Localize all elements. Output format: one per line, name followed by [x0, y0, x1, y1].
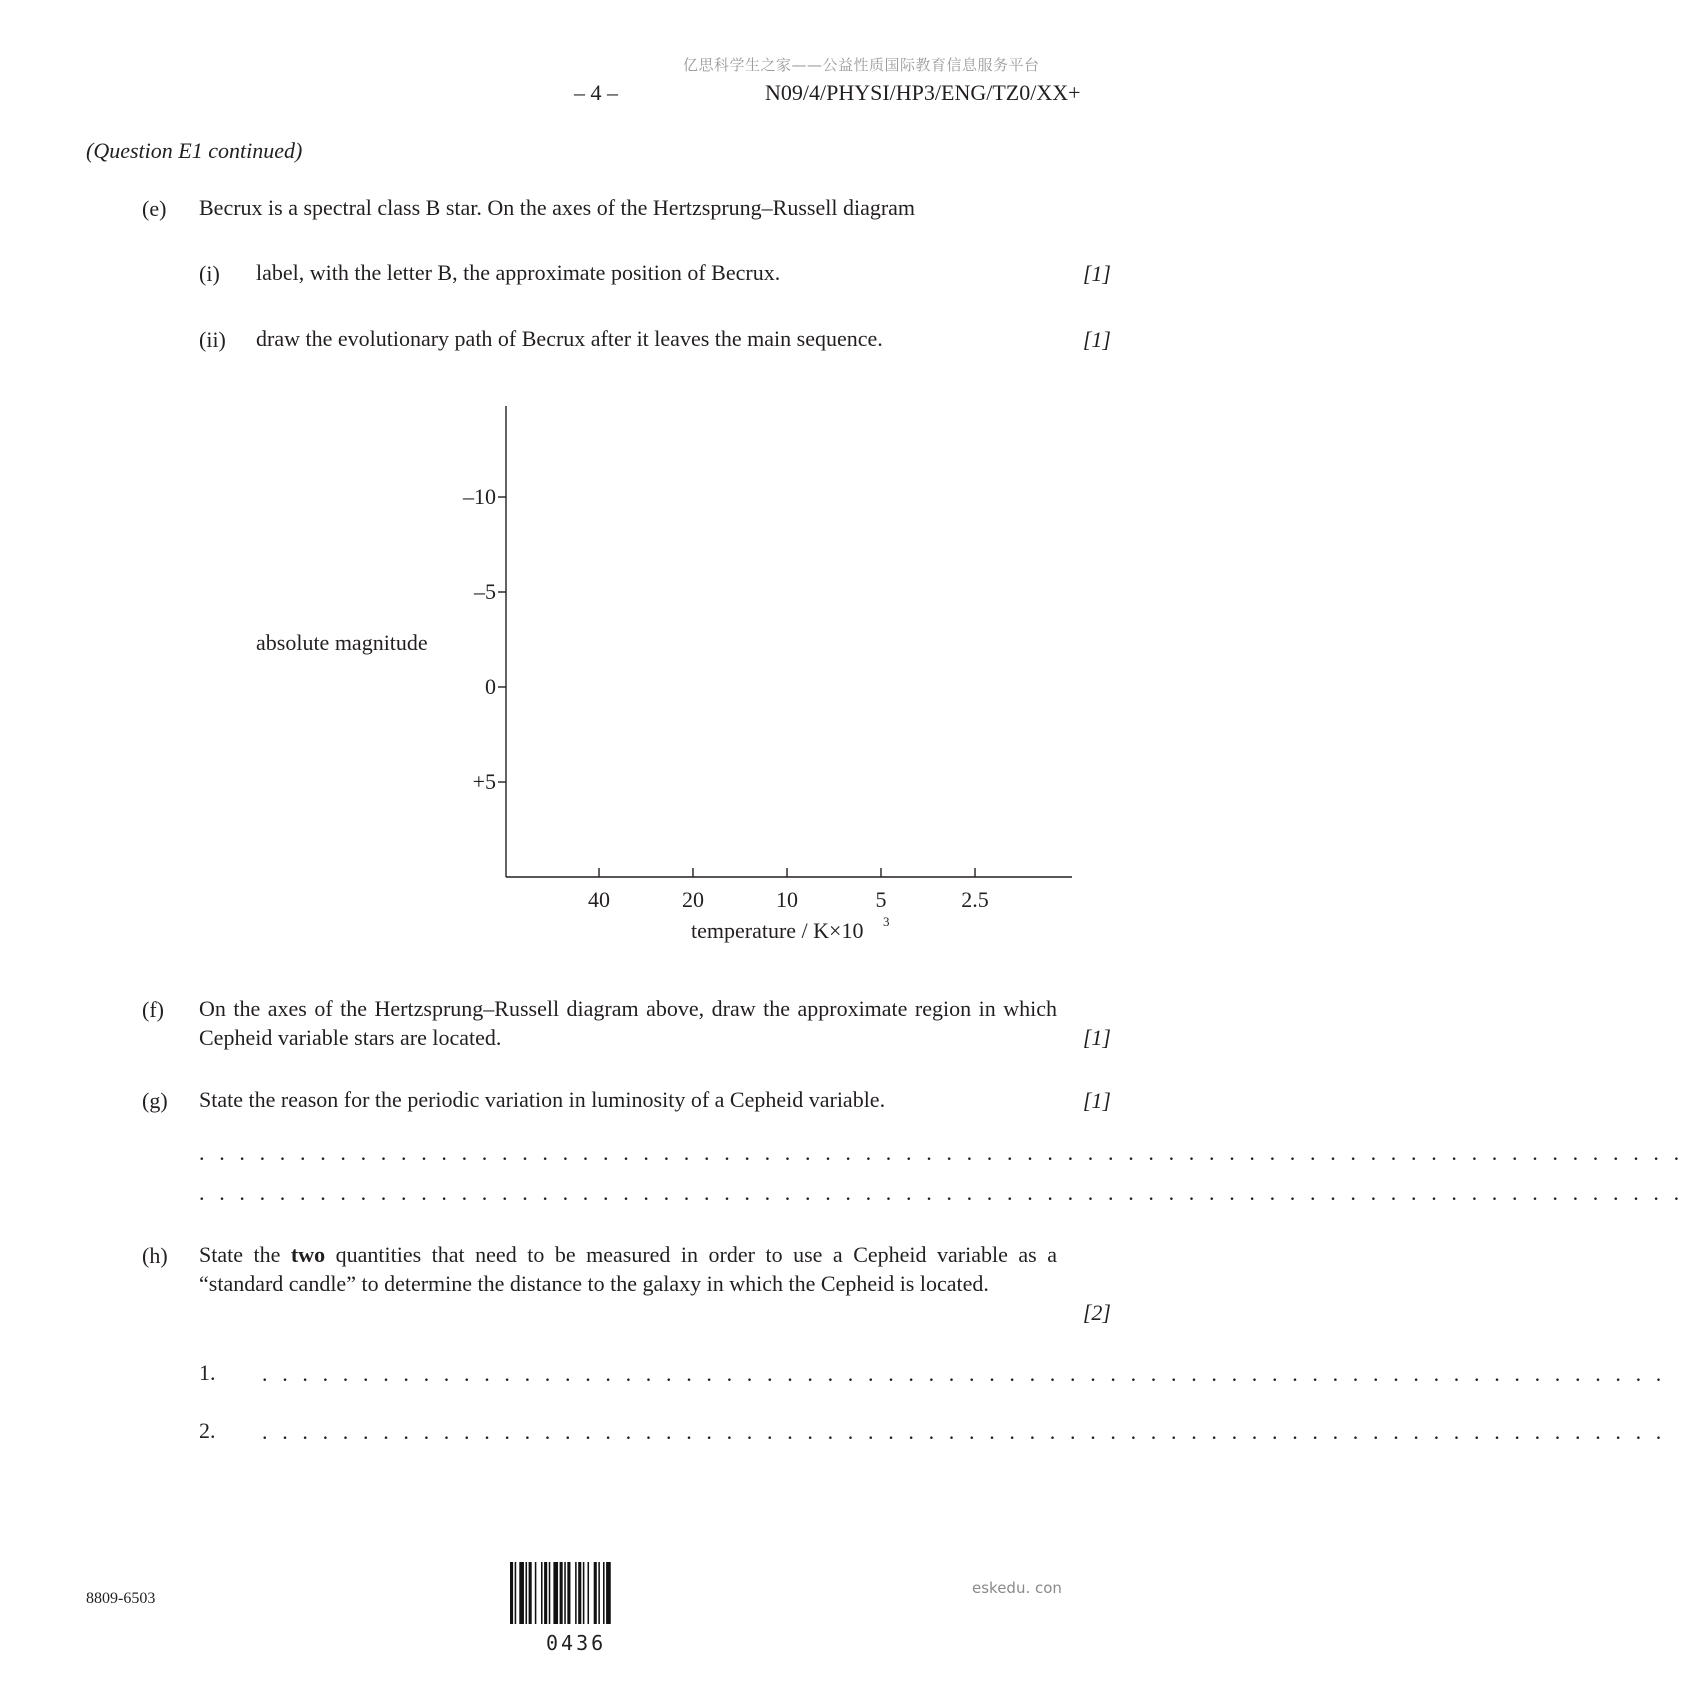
barcode-bar [549, 1562, 551, 1624]
barcode-bar [578, 1562, 581, 1624]
answer-line-1[interactable]: . . . . . . . . . . . . . . . . . . . . . . . . . . . . . . . . . . . . . . . . . . . . . . . . . . . . . . . . . . . . . . . . . . . . . . [262, 1361, 1666, 1386]
part-h-text [199, 1240, 1057, 1298]
barcode-number: 0436 [546, 1631, 607, 1655]
barcode-icon [508, 1562, 644, 1626]
y-tick-label: +5 [472, 769, 496, 794]
barcode-bar [606, 1562, 611, 1624]
part-g-label: (g) [142, 1088, 168, 1113]
x-axis-label-superscript: 3 [883, 914, 890, 929]
y-tick-label: –10 [463, 484, 496, 509]
answer-line-2[interactable]: . . . . . . . . . . . . . . . . . . . . . . . . . . . . . . . . . . . . . . . . . . . . . . . . . . . . . . . . . . . . . . . . . . . . . . [262, 1419, 1666, 1444]
x-tick-label: 40 [588, 887, 610, 912]
part-h-label: (h) [142, 1243, 168, 1268]
barcode-bar [588, 1562, 590, 1624]
page-number: – 4 – [574, 80, 618, 105]
barcode-bar [519, 1562, 524, 1624]
x-tick-label: 20 [682, 887, 704, 912]
y-axis-label: absolute magnitude [256, 630, 428, 655]
x-tick-label: 10 [776, 887, 798, 912]
watermark-text: 亿思科学生之家——公益性质国际教育信息服务平台 [683, 56, 1040, 74]
barcode-bar [544, 1562, 547, 1624]
barcode-bar [553, 1562, 558, 1624]
barcode-bar [598, 1562, 600, 1624]
barcode-bar [567, 1562, 570, 1624]
question-continued-label: (Question E1 continued) [86, 138, 303, 163]
barcode-bar [541, 1562, 543, 1624]
barcode-bar [594, 1562, 597, 1624]
x-tick-label: 2.5 [961, 887, 989, 912]
part-e-ii-text: draw the evolutionary path of Becrux after it leaves the main sequence. [256, 326, 883, 351]
hr-diagram[interactable] [0, 0, 1191, 1000]
barcode-bar [564, 1562, 566, 1624]
part-e-i-text: label, with the letter B, the approximate position of Becrux. [256, 260, 781, 285]
y-tick-label: –5 [474, 579, 496, 604]
barcode-bar [603, 1562, 605, 1624]
part-f-text: On the axes of the Hertzsprung–Russell diagram above, draw the approximate region in which Cepheid variable stars are located. [199, 996, 1057, 1050]
part-e-text: Becrux is a spectral class B star. On the axes of the Hertzsprung–Russell diagram [199, 195, 916, 220]
part-h-item-2-label: 2. [199, 1418, 216, 1443]
x-ticks [588, 868, 989, 912]
part-h-text-bold: two [290, 1242, 326, 1267]
part-e-label: (e) [142, 196, 167, 221]
y-tick-label: 0 [485, 674, 496, 699]
x-tick-label: 5 [875, 887, 887, 912]
part-e-ii-label: (ii) [199, 327, 226, 352]
barcode-bar [510, 1562, 513, 1624]
site-watermark: eskedu. con [972, 1579, 1062, 1597]
part-g-marks: [1] [1082, 1088, 1111, 1113]
barcode-bar [583, 1562, 585, 1624]
part-h-item-1-label: 1. [199, 1360, 216, 1385]
x-axis-label: temperature / K×10 [691, 918, 864, 943]
part-h-text-before: State the [199, 1242, 291, 1267]
part-g-text: State the reason for the periodic variation in luminosity of a Cepheid variable. [199, 1087, 886, 1112]
part-f-label: (f) [142, 997, 164, 1022]
barcode-bar [560, 1562, 563, 1624]
barcode-bar [529, 1562, 532, 1624]
paper-code: N09/4/PHYSI/HP3/ENG/TZ0/XX+ [765, 80, 1081, 105]
barcode-bar [535, 1562, 537, 1624]
answer-line[interactable]: . . . . . . . . . . . . . . . . . . . . . . . . . . . . . . . . . . . . . . . . . . . . . . . . . . . . . . . . . . . . . . . . . . . . . . . . . . [199, 1180, 1684, 1205]
part-e-ii-marks: [1] [1082, 327, 1111, 352]
part-f-marks: [1] [1082, 1025, 1111, 1050]
barcode-bar [526, 1562, 528, 1624]
y-ticks [462, 484, 506, 794]
barcode-bar [515, 1562, 517, 1624]
footer-code: 8809-6503 [86, 1590, 156, 1607]
part-h-marks: [2] [1082, 1300, 1111, 1325]
answer-line[interactable]: . . . . . . . . . . . . . . . . . . . . . . . . . . . . . . . . . . . . . . . . . . . . . . . . . . . . . . . . . . . . . . . . . . . . . . . . . . [199, 1140, 1684, 1165]
part-e-i-marks: [1] [1082, 261, 1111, 286]
part-e-i-label: (i) [199, 261, 220, 286]
barcode-bar [575, 1562, 577, 1624]
part-h-text-after: quantities that need to be measured in order to use a Cepheid variable as a “standard candle” to determine the distance to the galaxy in which the Cepheid is located. [199, 1242, 1057, 1296]
